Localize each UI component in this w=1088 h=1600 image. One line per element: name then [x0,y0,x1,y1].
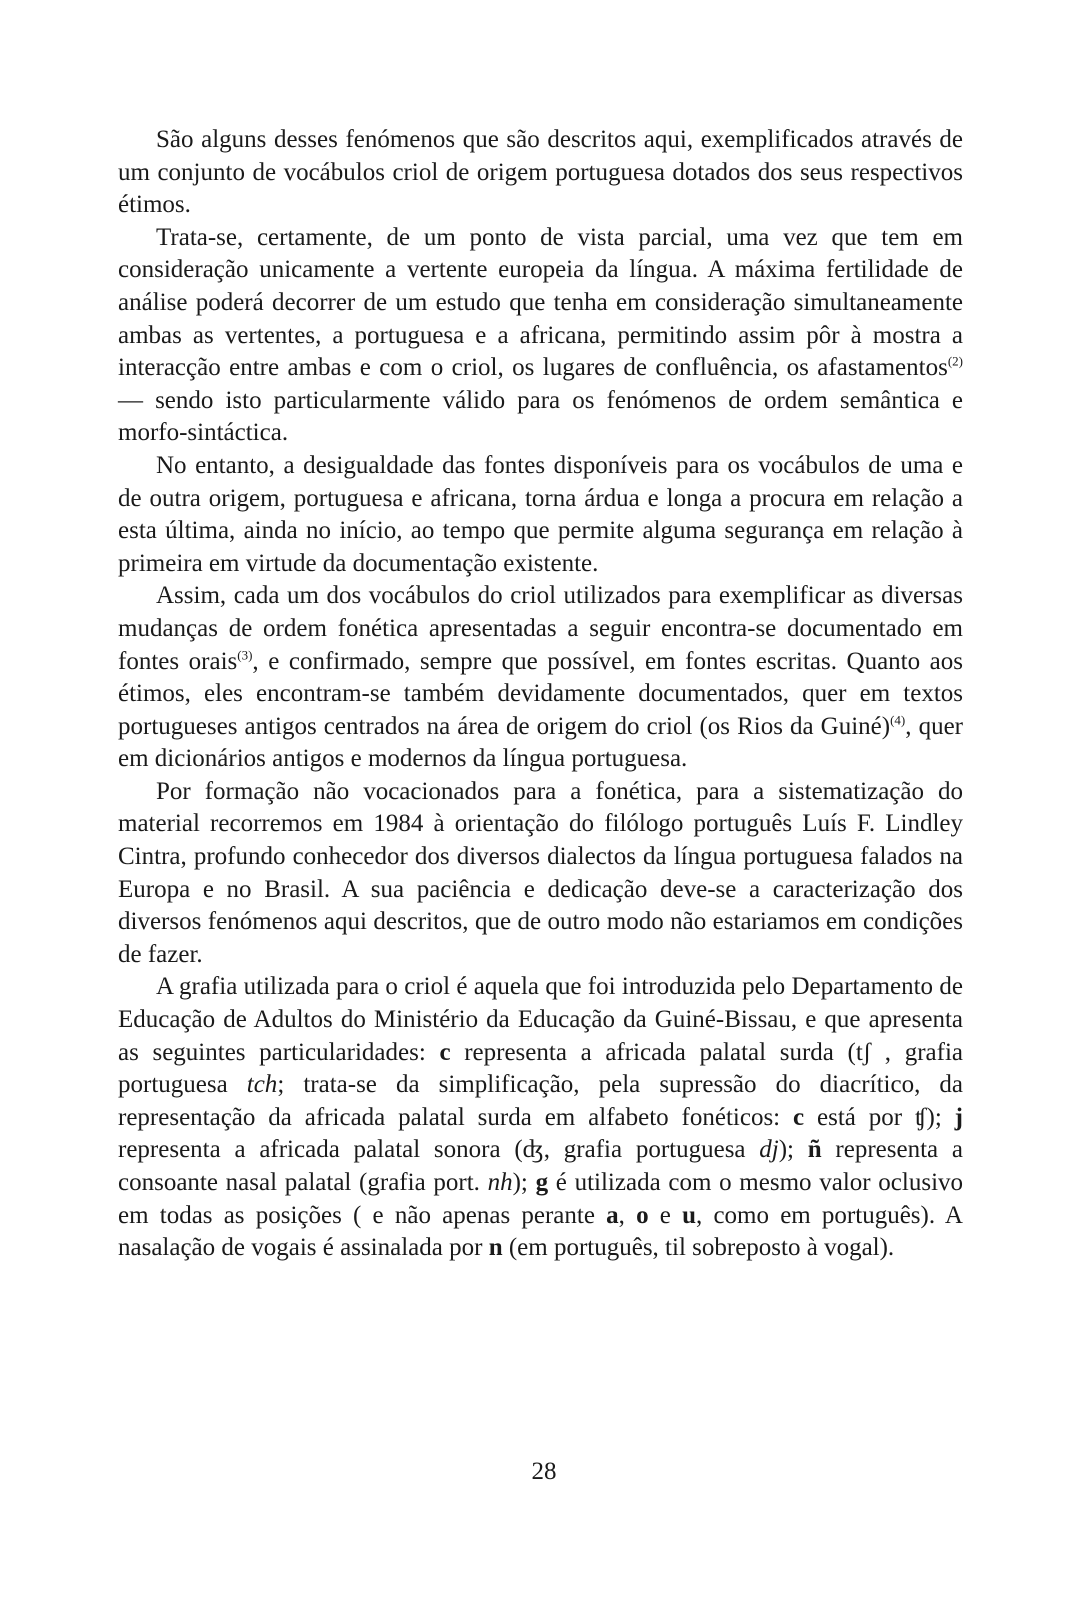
text-segment: dj [759,1136,779,1164]
footnote-ref: (2) [947,353,963,369]
paragraph-p5 [118,776,963,972]
text-segment: Assim, cada um dos vocábulos do criol utilizados para exemplificar as diversas mudanças de ordem fonética apresentadas a seguir encontra-se documentado em fontes orais [118,582,963,675]
text-segment: Trata-se, certamente, de um ponto de vista parcial, uma vez que tem em consideração unicamente a vertente europeia da língua. A máxima fertilidade de análise poderá decorrer de um estudo que tenha em consideração simultaneamente ambas as vertentes, a portuguesa e a africana, permitindo assim pôr à mostra a interacção entre ambas e com o criol, os lugares de confluência, os afastamentos [118,223,963,382]
text-segment: representa a africada palatal sonora (ʤ, grafia portuguesa [118,1136,760,1164]
text-segment: , e confirmado, sempre que possível, em fontes escritas. Quanto aos étimos, eles encontram-se também devidamente documentados, quer em textos portugueses antigos centrados na área de origem do criol (os Rios da Guiné) [118,647,963,740]
text-segment: c [439,1038,451,1066]
body-text [118,124,963,1265]
paragraph-p6 [118,971,963,1264]
paragraph-p2 [118,222,963,450]
text-segment: c [793,1103,805,1131]
text-segment: , quer em dicionários antigos e modernos da língua portuguesa. [118,712,964,773]
text-segment: n [488,1234,503,1262]
text-segment: g [535,1169,549,1196]
paragraph-p1 [118,124,963,222]
text-segment: está por ʧ); [804,1103,955,1131]
text-segment: São alguns desses fenómenos que são descritos aqui, exemplificados através de um conjunto de vocábulos criol de origem portuguesa dotados dos seus respectivos étimos. [118,126,963,219]
text-segment: representa a consoante nasal palatal (grafia port. [118,1136,963,1196]
page-number: 28 [531,1458,557,1485]
text-segment: representa a africada palatal surda (tʃ , grafia portuguesa [118,1038,963,1099]
text-segment: No entanto, a desigualdade das fontes disponíveis para os vocábulos de uma e de outra origem, portuguesa e africana, torna árdua e longa a procura em relação a esta última, ainda no início, ao tempo que permite alguma segurança em relação à primeira em virtude da documentação existente. [118,451,963,577]
text-segment: é utilizada com o mesmo valor oclusivo em todas as posições ( e não apenas perante [118,1169,964,1229]
footnote-ref: (4) [890,712,906,728]
text-segment: ñ [807,1136,822,1164]
text-segment: j [954,1103,963,1131]
text-segment: , [618,1201,637,1229]
text-segment: — sendo isto particularmente válido para os fenómenos de ordem semântica e morfo-sintáctica. [118,386,963,447]
text-segment: a [606,1201,619,1229]
text-segment: (em português, til sobreposto à vogal). [502,1234,895,1262]
footnote-ref: (3) [237,647,253,663]
text-segment: ); [512,1169,536,1196]
text-segment: Por formação não vocacionados para a fonética, para a sistematização do material recorremos em 1984 à orientação do filólogo português Luís F. Lindley Cintra, profundo conhecedor dos diversos dialectos da língua portuguesa falados na Europa e no Brasil. A sua paciência e dedicação deve-se a caracterização dos diversos fenómenos aqui descritos, que de outro modo não estariamos em condições de fazer. [118,777,963,968]
text-segment: e [648,1201,683,1229]
text-segment: ; trata-se da simplificação, pela supressão do diacrítico, da representação da africada palatal surda em alfabeto fonéticos: [118,1071,963,1131]
paragraph-p4 [118,580,963,776]
text-segment: u [682,1201,696,1229]
text-segment: , como em português). A nasalação de vogais é assinalada por [118,1201,963,1262]
paragraph-p3 [118,450,963,580]
text-segment: tch [246,1071,278,1099]
text-segment: ); [778,1136,808,1164]
text-segment: o [636,1201,649,1229]
text-segment: nh [487,1169,513,1196]
text-segment: A grafia utilizada para o criol é aquela que foi introduzida pelo Departamento de Educação de Adultos do Ministério da Educação da Guiné-Bissau, e que apresenta as seguintes particularidades: [118,973,963,1066]
